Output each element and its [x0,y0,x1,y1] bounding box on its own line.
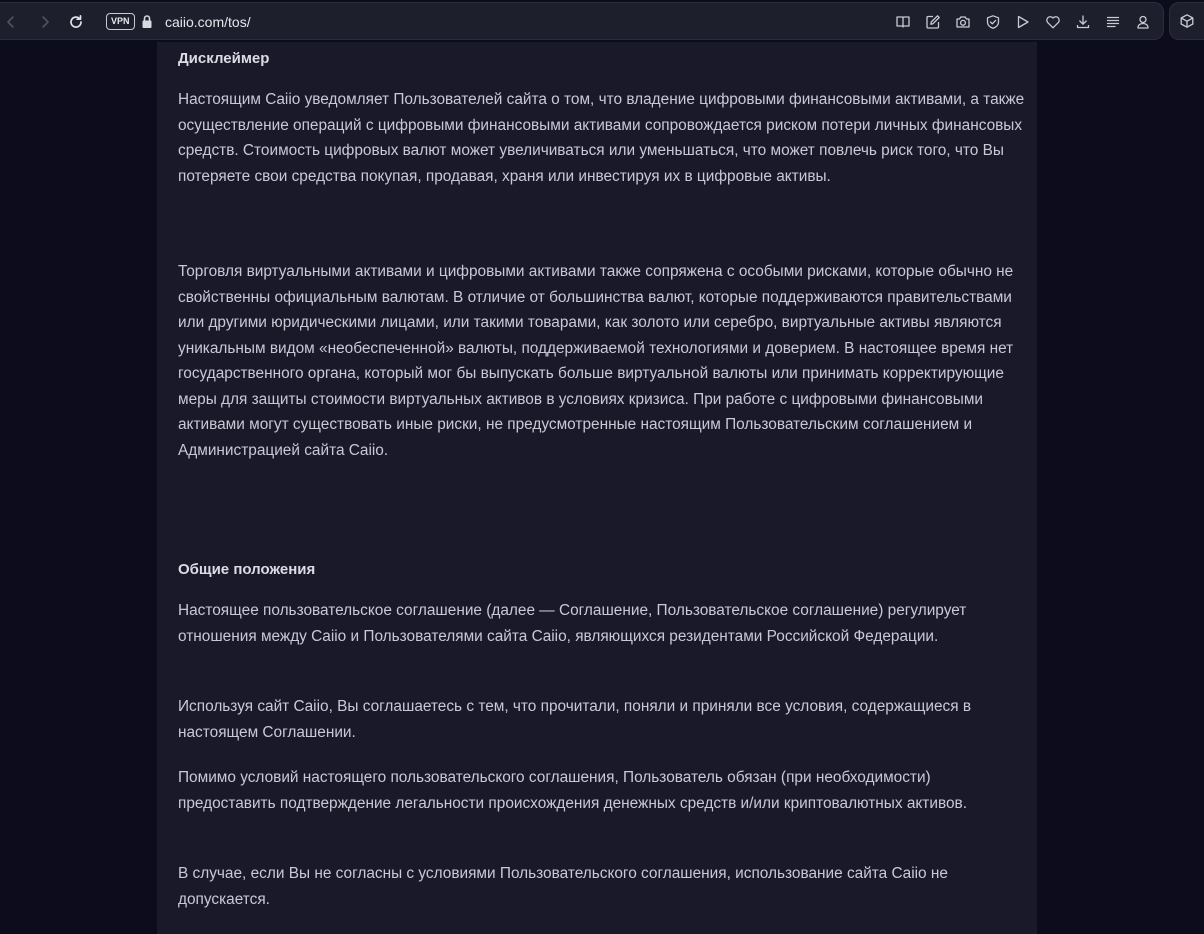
disclaimer-paragraph-1: Настоящим Caiio уведомляет Пользователей сайта о том, что владение цифровыми финансовыми активами, а также осуществление операций с цифровыми финансовыми активами сопровождается риском потери личных финансовых средств. Стоимость цифровых валют может увеличиваться или уменьшаться, что может повлечь риск того, что Вы потеряете свои средства покупая, продавая, храня или инвестируя их в цифровые активы. [178,91,1025,185]
browser-top-bar [0,0,1204,42]
chevron-right-icon [38,15,52,29]
edit-icon[interactable] [924,13,942,31]
reader-view-icon[interactable] [894,13,912,31]
reload-icon [68,14,84,30]
reload-button[interactable] [65,11,87,33]
browser-address-bar[interactable] [0,2,1164,40]
extensions-area[interactable] [1169,2,1204,40]
chevron-left-icon [4,15,18,29]
download-icon[interactable] [1074,13,1092,31]
profile-icon[interactable] [1134,13,1152,31]
vpn-badge[interactable]: VPN [106,13,135,30]
general-provisions-heading: Общие положения [178,561,316,578]
camera-icon[interactable] [954,13,972,31]
url-text[interactable]: caiio.com/tos/ [165,14,251,30]
general-paragraph-1: Настоящее пользовательское соглашение (далее — Соглашение, Пользовательское соглашение) регулирует отношения между Caiio и Пользователями сайта Caiio, являющихся резидентами Российской Федерации. [178,602,967,645]
play-icon[interactable] [1014,13,1032,31]
tos-content-card [157,42,1037,934]
disclaimer-paragraph-2: Торговля виртуальными активами и цифровыми активами также сопряжена с особыми рисками, которые обычно не свойственны официальным валютам. В отличие от большинства валют, которые поддерживаются правительствами или другими юридическими лицами, или такими товарами, как золото или серебро, виртуальные активы являются уникальным видом «необеспеченной» валюты, поддерживаемой технологиями и доверием. В настоящее время нет государственного органа, который мог бы выпускать больше виртуальной валюты или принимать корректирующие меры для защиты стоимости виртуальных активов в условиях кризиса. При работе с цифровыми финансовыми активами могут существовать иные риски, не предусмотренные настоящим Пользовательским соглашением и Администрацией сайта Caiio. [178,263,1014,459]
forward-button[interactable] [34,11,56,33]
general-paragraph-2: Используя сайт Caiio, Вы соглашаетесь с тем, что прочитали, поняли и приняли все условия, содержащиеся в настоящем Соглашении. [178,698,972,741]
disclaimer-heading: Дисклеймер [178,50,270,67]
shield-icon[interactable] [984,13,1002,31]
lock-icon[interactable] [141,14,153,30]
general-paragraph-4: В случае, если Вы не согласны с условиями Пользовательского соглашения, использование сайта Caiio не допускается. [178,865,948,908]
menu-icon[interactable] [1104,13,1122,31]
back-button[interactable] [0,11,22,33]
general-paragraph-3: Помимо условий настоящего пользовательского соглашения, Пользователь обязан (при необходимости) предоставить подтверждение легальности происхождения денежных средств и/или криптовалютных активов. [178,769,967,812]
heart-icon[interactable] [1044,13,1062,31]
cube-icon[interactable] [1178,12,1196,30]
